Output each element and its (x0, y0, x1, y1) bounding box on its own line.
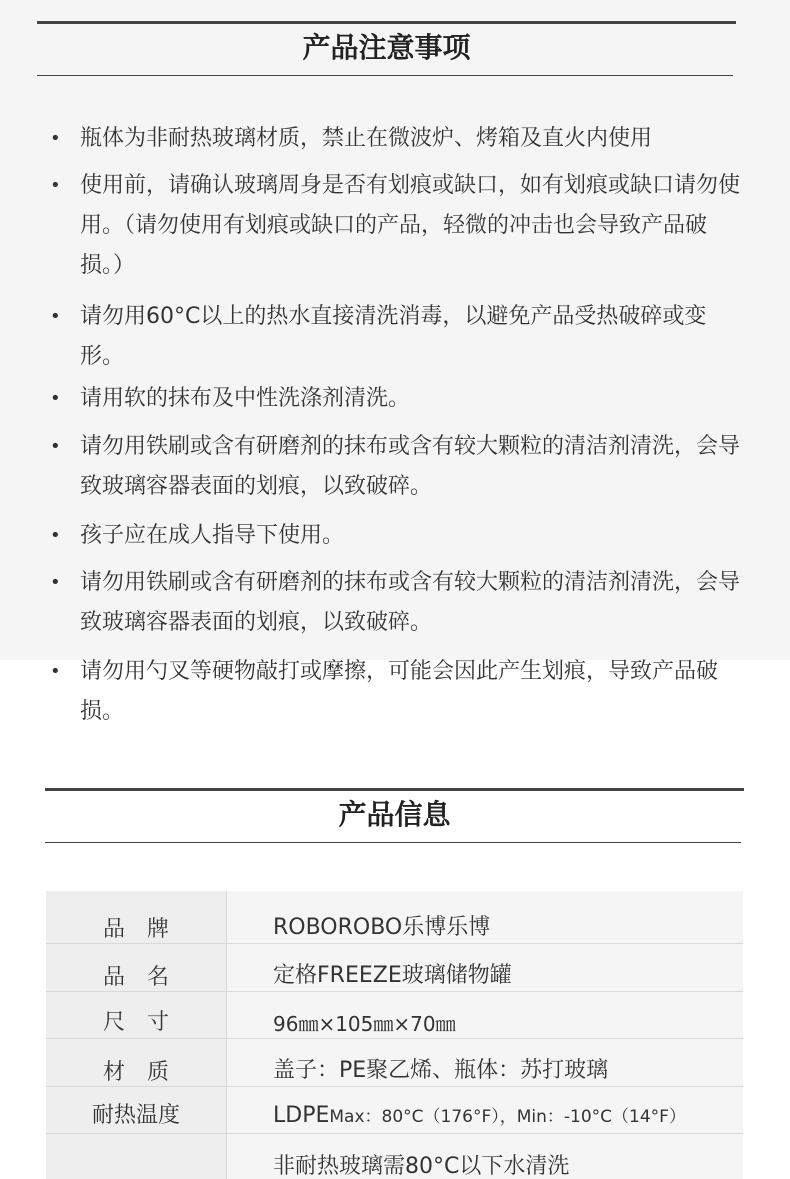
notice-item: • 孩子应在成人指导下使用。 (80, 516, 740, 556)
row-value: 非耐热玻璃需80°C以下水清洗 (227, 1134, 743, 1179)
notice-section-title: 产品注意事项 (302, 31, 471, 64)
row-value: 定格FREEZE玻璃储物罐 (227, 944, 743, 991)
row-value (227, 1087, 743, 1133)
info-title-bottom-rule (45, 842, 741, 843)
row-label (46, 1134, 227, 1179)
row-label: 耐热温度 (46, 1087, 227, 1133)
row-label: 品 名 (46, 944, 227, 991)
table-row (46, 992, 743, 1039)
info-section-title: 产品信息 (338, 798, 451, 831)
row-value-small: Max：80°C（176°F），Min：-10°C（14°F） (329, 1107, 686, 1127)
notice-item: • 请勿用铁刷或含有研磨剂的抹布或含有较大颗粒的清洁剂清洗，会导致玻璃容器表面的划痕，以致破碎。 (80, 563, 740, 643)
info-title-top-rule (45, 788, 744, 791)
table-row (46, 944, 743, 992)
row-label: 品 牌 (46, 891, 227, 943)
notice-item: • 请勿用勺叉等硬物敲打或摩擦，可能会因此产生划痕，导致产品破损。 (80, 652, 740, 732)
row-value: ROBOROBO乐博乐博 (227, 891, 743, 943)
table-row (46, 1087, 743, 1134)
notice-item: • 请勿用60°C以上的热水直接清洗消毒，以避免产品受热破碎或变形。 (80, 297, 740, 377)
row-label: 材 质 (46, 1039, 227, 1086)
row-value-main: LDPE (273, 1103, 330, 1128)
table-row (46, 891, 743, 944)
notice-item: • 请勿用铁刷或含有研磨剂的抹布或含有较大颗粒的清洁剂清洗，会导致玻璃容器表面的划痕，以致破碎。 (80, 427, 740, 507)
row-label: 尺 寸 (46, 992, 227, 1038)
row-value: 96㎜×105㎜×70㎜ (227, 992, 743, 1038)
table-row (46, 1134, 743, 1179)
table-row (46, 1039, 743, 1087)
notice-item: • 请用软的抹布及中性洗涤剂清洗。 (80, 379, 740, 419)
notice-item: • 使用前，请确认玻璃周身是否有划痕或缺口，如有划痕或缺口请勿使用。（请勿使用有划痕或缺口的产品，轻微的冲击也会导致产品破损。） (80, 166, 740, 286)
product-info-table (46, 891, 743, 1179)
notice-item: • 瓶体为非耐热玻璃材质，禁止在微波炉、烤箱及直火内使用 (80, 119, 740, 159)
row-value: 盖子：PE聚乙烯、瓶体：苏打玻璃 (227, 1039, 743, 1086)
